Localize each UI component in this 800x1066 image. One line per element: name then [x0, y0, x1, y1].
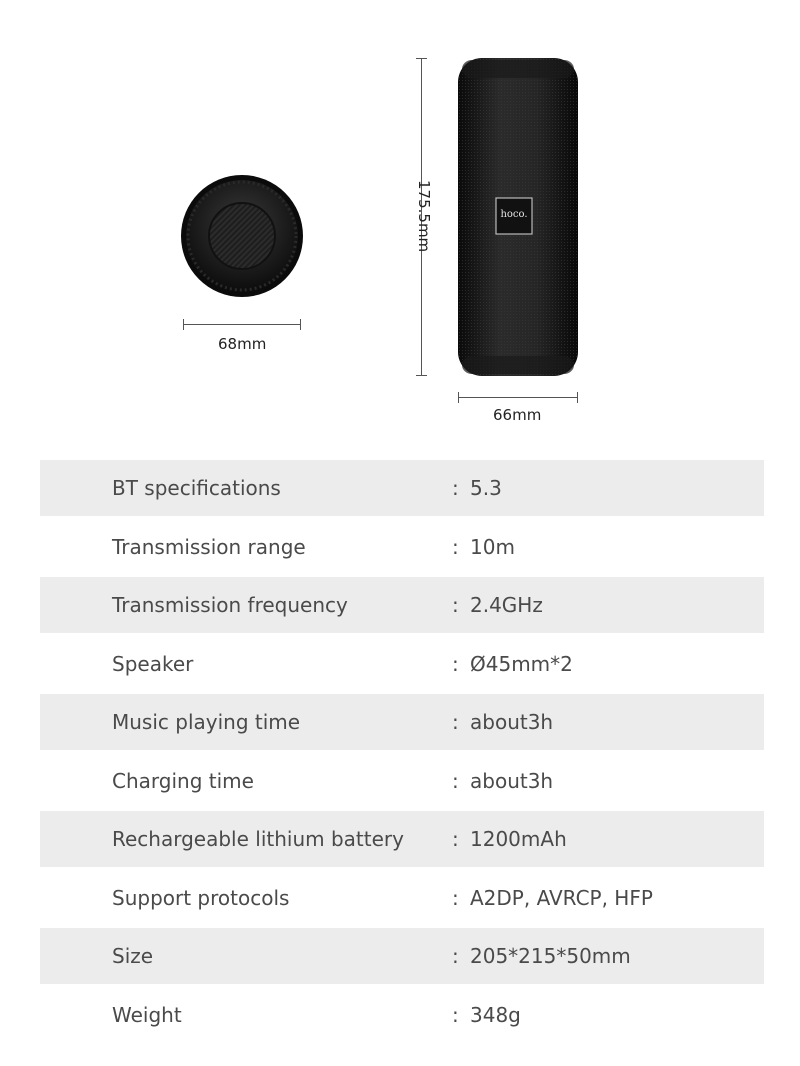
- spec-value: 5.3: [470, 476, 502, 500]
- spec-separator: :: [452, 651, 459, 676]
- specifications-table: [40, 460, 764, 1045]
- spec-value: 205*215*50mm: [470, 944, 631, 968]
- spec-separator: :: [452, 944, 459, 968]
- body-width-dimension-line: [458, 397, 578, 398]
- spec-label: Transmission range: [112, 534, 306, 559]
- spec-label: Music playing time: [112, 710, 301, 734]
- spec-label: Speaker: [112, 651, 194, 676]
- body-width-label: 66mm: [493, 406, 542, 424]
- spec-label: Transmission frequency: [112, 593, 348, 617]
- spec-separator: :: [452, 885, 459, 910]
- spec-value: 2.4GHz: [470, 593, 543, 617]
- hoco-logo-text: hoco.: [500, 209, 528, 220]
- spec-separator: :: [452, 593, 459, 617]
- table-row: [40, 870, 764, 926]
- table-row: [40, 928, 764, 984]
- spec-separator: :: [452, 827, 459, 851]
- speaker-end-view-image: [178, 172, 306, 300]
- round-width-label: 68mm: [218, 335, 267, 353]
- spec-separator: :: [452, 1002, 459, 1027]
- product-dimension-figure: [0, 0, 800, 440]
- spec-value: 348g: [470, 1002, 521, 1027]
- spec-label: Charging time: [112, 768, 254, 793]
- spec-separator: :: [452, 710, 459, 734]
- spec-label: Size: [112, 944, 154, 968]
- table-row: [40, 519, 764, 575]
- table-row: [40, 811, 764, 867]
- table-row: [40, 694, 764, 750]
- spec-value: about3h: [470, 768, 554, 793]
- height-label: 175.5mm: [415, 180, 433, 253]
- spec-label: Rechargeable lithium battery: [112, 827, 404, 851]
- table-row: [40, 987, 764, 1043]
- spec-value: 10m: [470, 534, 515, 559]
- spec-label: BT specifications: [112, 476, 281, 500]
- spec-value: about3h: [470, 710, 554, 734]
- spec-label: Support protocols: [112, 885, 290, 910]
- spec-value: A2DP, AVRCP, HFP: [470, 885, 653, 910]
- spec-separator: :: [452, 534, 459, 559]
- table-row: [40, 636, 764, 692]
- table-row: [40, 577, 764, 633]
- spec-value: 1200mAh: [470, 827, 567, 851]
- table-row: [40, 460, 764, 516]
- table-row: [40, 753, 764, 809]
- spec-separator: :: [452, 476, 459, 500]
- spec-label: Weight: [112, 1002, 182, 1027]
- spec-separator: :: [452, 768, 459, 793]
- spec-value: Ø45mm*2: [470, 651, 573, 676]
- round-width-dimension-line: [183, 324, 301, 325]
